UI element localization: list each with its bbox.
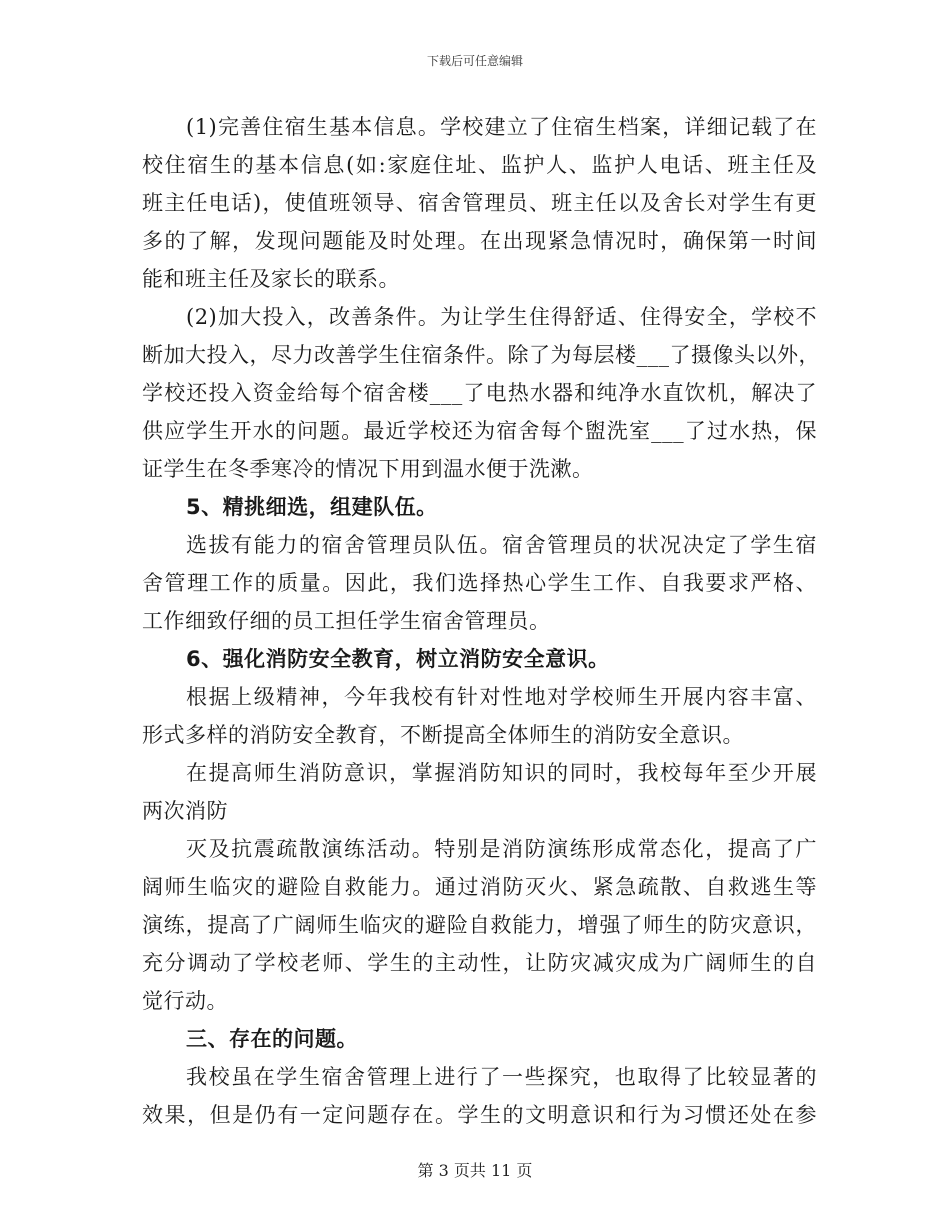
page-header: 下载后可任意编辑 [426, 54, 523, 68]
paragraph-line: 能和班主任及家长的联系。 [142, 267, 400, 291]
section-heading: 5、精挑细选，组建队伍。 [186, 495, 438, 519]
paragraph-line: 证学生在冬季寒冷的情况下用到温水便于洗漱。 [142, 457, 594, 481]
paragraph-line: 演练，提高了广阔师生临灾的避险自救能力，增强了师生的防灾意识， [142, 913, 817, 937]
paragraph-line: 充分调动了学校老师、学生的主动性，让防灾减灾成为广阔师生的自 [142, 951, 817, 975]
paragraph-line: 学校还投入资金给每个宿舍楼___了电热水器和纯净水直饮机，解决了 [142, 381, 817, 405]
section-heading: 6、强化消防安全教育，树立消防安全意识。 [186, 647, 610, 671]
section-heading: 三、存在的问题。 [186, 1027, 358, 1051]
paragraph-line: 在提高师生消防意识，掌握消防知识的同时，我校每年至少开展 [186, 761, 817, 785]
paragraph-line: 效果，但是仍有一定问题存在。学生的文明意识和行为习惯还处在参 [142, 1103, 817, 1127]
paragraph-line: 灭及抗震疏散演练活动。特别是消防演练形成常态化，提高了广 [186, 837, 817, 861]
paragraph-line: (1)完善住宿生基本信息。学校建立了住宿生档案，详细记载了在 [186, 115, 817, 139]
paragraph-line: 断加大投入，尽力改善学生住宿条件。除了为每层楼___了摄像头以外， [142, 343, 820, 367]
paragraph-line: (2)加大投入，改善条件。为让学生住得舒适、住得安全，学校不 [186, 305, 817, 329]
paragraph-line: 阔师生临灾的避险自救能力。通过消防灭火、紧急疏散、自救逃生等 [142, 875, 817, 899]
paragraph-line: 多的了解，发现问题能及时处理。在出现紧急情况时，确保第一时间 [142, 229, 817, 253]
paragraph-line: 形式多样的消防安全教育，不断提高全体师生的消防安全意识。 [142, 723, 744, 747]
paragraph-line: 工作细致仔细的员工担任学生宿舍管理员。 [142, 609, 551, 633]
page-footer: 第 3 页共 11 页 [417, 1161, 533, 1180]
paragraph-line: 根据上级精神，今年我校有针对性地对学校师生开展内容丰富、 [186, 685, 817, 709]
paragraph-line: 舍管理工作的质量。因此，我们选择热心学生工作、自我要求严格、 [142, 571, 817, 595]
paragraph-line: 班主任电话)，使值班领导、宿舍管理员、班主任以及舍长对学生有更 [142, 191, 817, 215]
paragraph-line: 我校虽在学生宿舍管理上进行了一些探究，也取得了比较显著的 [186, 1065, 817, 1089]
paragraph-line: 选拔有能力的宿舍管理员队伍。宿舍管理员的状况决定了学生宿 [186, 533, 817, 557]
paragraph-line: 供应学生开水的问题。最近学校还为宿舍每个盥洗室___了过水热，保 [142, 419, 817, 443]
paragraph-line: 校住宿生的基本信息(如:家庭住址、监护人、监护人电话、班主任及 [142, 153, 817, 177]
paragraph-line: 觉行动。 [142, 989, 228, 1013]
paragraph-line: 两次消防 [142, 799, 228, 823]
